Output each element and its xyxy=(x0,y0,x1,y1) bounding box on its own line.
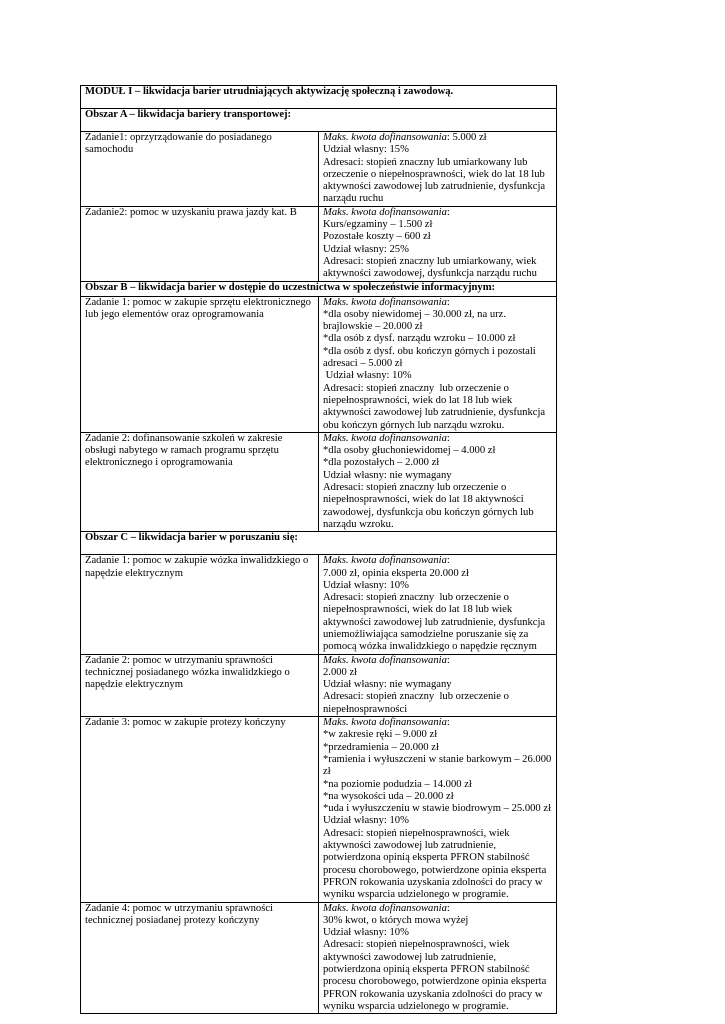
task-row xyxy=(81,902,557,1014)
max-funding-line xyxy=(323,655,553,667)
task-name: Zadanie2: pomoc w uzyskaniu prawa jazdy kat. B xyxy=(81,206,319,281)
detail-line: *dla osoby niewidomej – 30.000 zł, na urz. brajlowskie – 20.000 zł xyxy=(323,308,509,333)
task-row xyxy=(81,296,557,432)
module-title: MODUŁ I – likwidacja barier utrudniających aktywizację społeczną i zawodową. xyxy=(81,86,557,109)
task-name: Zadanie 2: dofinansowanie szkoleń w zakresie obsługi nabytego w ramach programu sprzętu elektronicznego i oprogramowania xyxy=(81,432,319,531)
max-funding-label: Maks. kwota dofinansowania xyxy=(323,902,447,914)
task-details xyxy=(319,206,557,281)
detail-line: *na wysokości uda – 20.000 zł xyxy=(323,790,454,802)
detail-line: *dla osób z dysf. obu kończyn górnych i pozostali adresaci – 5.000 zł xyxy=(323,345,539,370)
detail-line: *uda i wyłuszczeniu w stawie biodrowym – 25.000 zł xyxy=(323,803,552,815)
area-title: Obszar B – likwidacja barier w dostępie do uczestnictwa w społeczeństwie informacyjnym: xyxy=(81,281,557,296)
detail-line: Adresaci: stopień znaczny lub umiarkowany, wiek aktywności zawodowej, dysfunkcja narządu ruchu xyxy=(323,255,540,280)
detail-line: Adresaci: stopień znaczny lub orzeczenie o niepełnosprawności, wiek do lat 18 lub wiek aktywności zawodowej lub zatrudnienie, dysfunkcja uniemożliwiająca samodzielne poruszanie się za pomocą wózka inwalidzkiego o napędzie ręcznym xyxy=(323,592,548,653)
detail-line: 30% kwot, o których mowa wyżej xyxy=(323,914,469,926)
module-title-row xyxy=(81,86,557,109)
detail-line: *dla osób z dysf. narządu wzroku – 10.000 zł xyxy=(323,333,516,345)
max-funding-value: : 5.000 zł xyxy=(446,132,487,143)
max-funding-line xyxy=(323,903,553,915)
module-table xyxy=(80,85,557,1014)
task-row xyxy=(81,206,557,281)
detail-line: Adresaci: stopień niepełnosprawności, wiek aktywności zawodowej lub zatrudnienie, potwierdzona opinią eksperta PFRON stabilność procesu chorobowego, potwierdzone opinia eksperta PFRON rokowania uzyskania zdolności do pracy w wyniku wsparcia udzielonego w programie. xyxy=(323,827,549,901)
detail-line: *przedramienia – 20.000 zł xyxy=(323,741,439,753)
max-funding-label: Maks. kwota dofinansowania xyxy=(323,432,447,444)
max-funding-value: : xyxy=(446,296,450,308)
detail-line: *w zakresie ręki – 9.000 zł xyxy=(323,729,438,741)
detail-line: Udział własny: nie wymagany xyxy=(323,679,452,691)
task-details xyxy=(319,654,557,716)
max-funding-line xyxy=(323,433,553,445)
detail-line: Udział własny: 15% xyxy=(323,144,409,156)
max-funding-label: Maks. kwota dofinansowania xyxy=(323,296,447,308)
max-funding-label: Maks. kwota dofinansowania xyxy=(323,206,447,218)
task-name: Zadanie 1: pomoc w zakupie wózka inwalidzkiego o napędzie elektrycznym xyxy=(81,555,319,654)
max-funding-line xyxy=(323,717,553,729)
detail-line: *ramienia i wyłuszczeni w stanie barkowym – 26.000 zł xyxy=(323,753,554,778)
max-funding-value: : xyxy=(446,717,450,729)
detail-line: 7.000 zł, opinia eksperta 20.000 zł xyxy=(323,567,469,579)
task-name: Zadanie 2: pomoc w utrzymaniu sprawności technicznej posiadanego wózka inwalidzkiego o napędzie elektrycznym xyxy=(81,654,319,716)
task-details xyxy=(319,555,557,654)
detail-line: Adresaci: stopień znaczny lub orzeczenie o niepełnosprawności, wiek do lat 18 aktywności zawodowej, dysfunkcja obu kończyn górnych lub narządu wzroku. xyxy=(323,482,537,530)
max-funding-value: : xyxy=(446,654,450,666)
max-funding-value: : xyxy=(446,555,450,567)
detail-line: Adresaci: stopień znaczny lub umiarkowany lub orzeczenie o niepełnosprawności, wiek do lat 18 lub aktywności zawodowej lub zatrudnienie, dysfunkcja narządu ruchu xyxy=(323,156,548,205)
max-funding-label: Maks. kwota dofinansowania xyxy=(323,132,447,143)
max-funding-line xyxy=(323,297,553,309)
detail-line: Udział własny: 10% xyxy=(323,927,409,939)
task-details xyxy=(319,717,557,902)
max-funding-label: Maks. kwota dofinansowania xyxy=(323,717,447,729)
max-funding-value: : xyxy=(446,432,450,444)
area-title-row xyxy=(81,109,557,132)
task-row xyxy=(81,132,557,207)
task-row xyxy=(81,555,557,654)
max-funding-label: Maks. kwota dofinansowania xyxy=(323,654,447,666)
module-table-body xyxy=(81,86,557,1014)
task-name: Zadanie 3: pomoc w zakupie protezy kończyny xyxy=(81,717,319,902)
detail-line: Adresaci: stopień znaczny lub orzeczenie o niepełnosprawności xyxy=(323,691,512,715)
detail-line: *dla osoby głuchoniewidomej – 4.000 zł xyxy=(323,445,496,457)
task-details xyxy=(319,132,557,207)
max-funding-line xyxy=(323,555,553,567)
detail-line: Pozostałe koszty – 600 zł xyxy=(323,231,431,243)
detail-line: 2.000 zł xyxy=(323,666,358,678)
detail-line: Kurs/egzaminy – 1.500 zł xyxy=(323,219,433,231)
detail-line: Udział własny: 25% xyxy=(323,243,409,255)
max-funding-value: : xyxy=(446,902,450,914)
max-funding-line xyxy=(323,207,553,219)
detail-line: Udział własny: 10% xyxy=(323,815,409,827)
task-details xyxy=(319,902,557,1014)
area-title: Obszar A – likwidacja bariery transportowej: xyxy=(81,109,557,132)
task-name: Zadanie 1: pomoc w zakupie sprzętu elektronicznego lub jego elementów oraz oprogramowania xyxy=(81,296,319,432)
area-title-row xyxy=(81,532,557,555)
detail-line: Udział własny: 10% xyxy=(323,370,412,382)
task-details xyxy=(319,432,557,531)
area-title-row xyxy=(81,281,557,296)
task-name: Zadanie 4: pomoc w utrzymaniu sprawności technicznej posiadanej protezy kończyny xyxy=(81,902,319,1014)
task-row xyxy=(81,432,557,531)
task-name: Zadanie1: oprzyrządowanie do posiadanego samochodu xyxy=(81,132,319,207)
detail-line: *na poziomie podudzia – 14.000 zł xyxy=(323,778,472,790)
max-funding-line xyxy=(323,132,553,144)
detail-line: Udział własny: 10% xyxy=(323,579,409,591)
max-funding-value: : xyxy=(446,206,450,218)
detail-line: Adresaci: stopień znaczny lub orzeczenie o niepełnosprawności, wiek do lat 18 lub wiek aktywności zawodowej lub zatrudnienie, dysfunkcja obu kończyn górnych lub narządu wzroku. xyxy=(323,382,548,431)
detail-line: Udział własny: nie wymagany xyxy=(323,469,452,481)
max-funding-label: Maks. kwota dofinansowania xyxy=(323,555,447,567)
task-row xyxy=(81,654,557,716)
detail-line: *dla pozostałych – 2.000 zł xyxy=(323,457,440,469)
task-row xyxy=(81,717,557,902)
area-title: Obszar C – likwidacja barier w poruszaniu się: xyxy=(81,532,557,555)
detail-line: Adresaci: stopień niepełnosprawności, wiek aktywności zawodowej lub zatrudnienie, potwierdzona opinią eksperta PFRON stabilność procesu chorobowego, potwierdzone opinia eksperta PFRON rokowania uzyskania zdolności do pracy w wyniku wsparcia udzielonego w programie. xyxy=(323,939,549,1012)
task-details xyxy=(319,296,557,432)
